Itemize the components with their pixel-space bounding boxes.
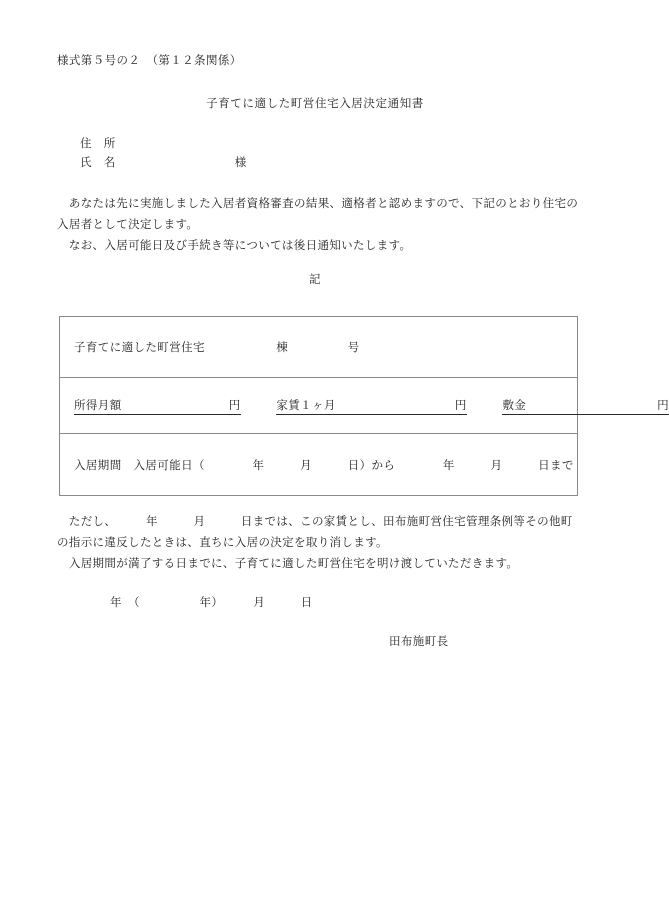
deposit-blank [526, 400, 657, 412]
details-table [59, 316, 669, 496]
dwelling-cell-text: 子育てに適した町営住宅 棟 号 [74, 342, 360, 354]
deposit-unit: 円 [657, 399, 669, 412]
table-row-period [60, 434, 577, 495]
rent-blank [336, 400, 455, 412]
ki-marker: 記 [309, 274, 321, 286]
deposit-label: 敷金 [502, 399, 527, 412]
issue-date-line: 年 （ 年） 月 日 [110, 597, 313, 609]
recipient-name-label: 氏 名 様 [80, 157, 247, 169]
rent-label: 家賃１ヶ月 [276, 399, 336, 412]
income-unit: 円 [228, 399, 241, 412]
rent-unit: 円 [454, 399, 467, 412]
body-paragraph-2: なお、入居可能日及び手続き等については後日通知いたします。 [57, 240, 412, 252]
form-number: 様式第５号の２ （第１２条関係） [57, 55, 242, 67]
income-amount-field [74, 397, 241, 415]
income-label: 所得月額 [74, 399, 122, 412]
amounts-gap-1 [241, 399, 277, 415]
issuer-signature: 田布施町長 [389, 636, 449, 648]
deposit-amount-field [502, 397, 669, 415]
body-paragraph-1: あなたは先に実施しました入居者資格審査の結果、適格者と認めますので、下記のとおり住宅の入居者として決定します。 [57, 198, 579, 231]
recipient-address-label: 住 所 [80, 138, 116, 150]
rent-amount-field [276, 397, 466, 415]
table-row-amounts [60, 378, 669, 434]
period-cell-text: 入居期間 入居可能日（ 年 月 日）から 年 月 日まで [74, 459, 574, 472]
note-paragraph-1: ただし、 年 月 日までは、この家賃とし、田布施町営住宅管理条例等その他町の指示に違反したときは、直ちに入居の決定を取り消します。 [57, 516, 573, 549]
income-blank [122, 400, 229, 412]
amounts-gap-2 [467, 399, 503, 415]
table-row-dwelling [60, 317, 577, 378]
note-paragraph-2: 入居期間が満了する日までに、子育てに適した町営住宅を明け渡していただきます。 [57, 558, 519, 570]
page-title: 子育てに適した町営住宅入居決定通知書 [206, 98, 424, 110]
